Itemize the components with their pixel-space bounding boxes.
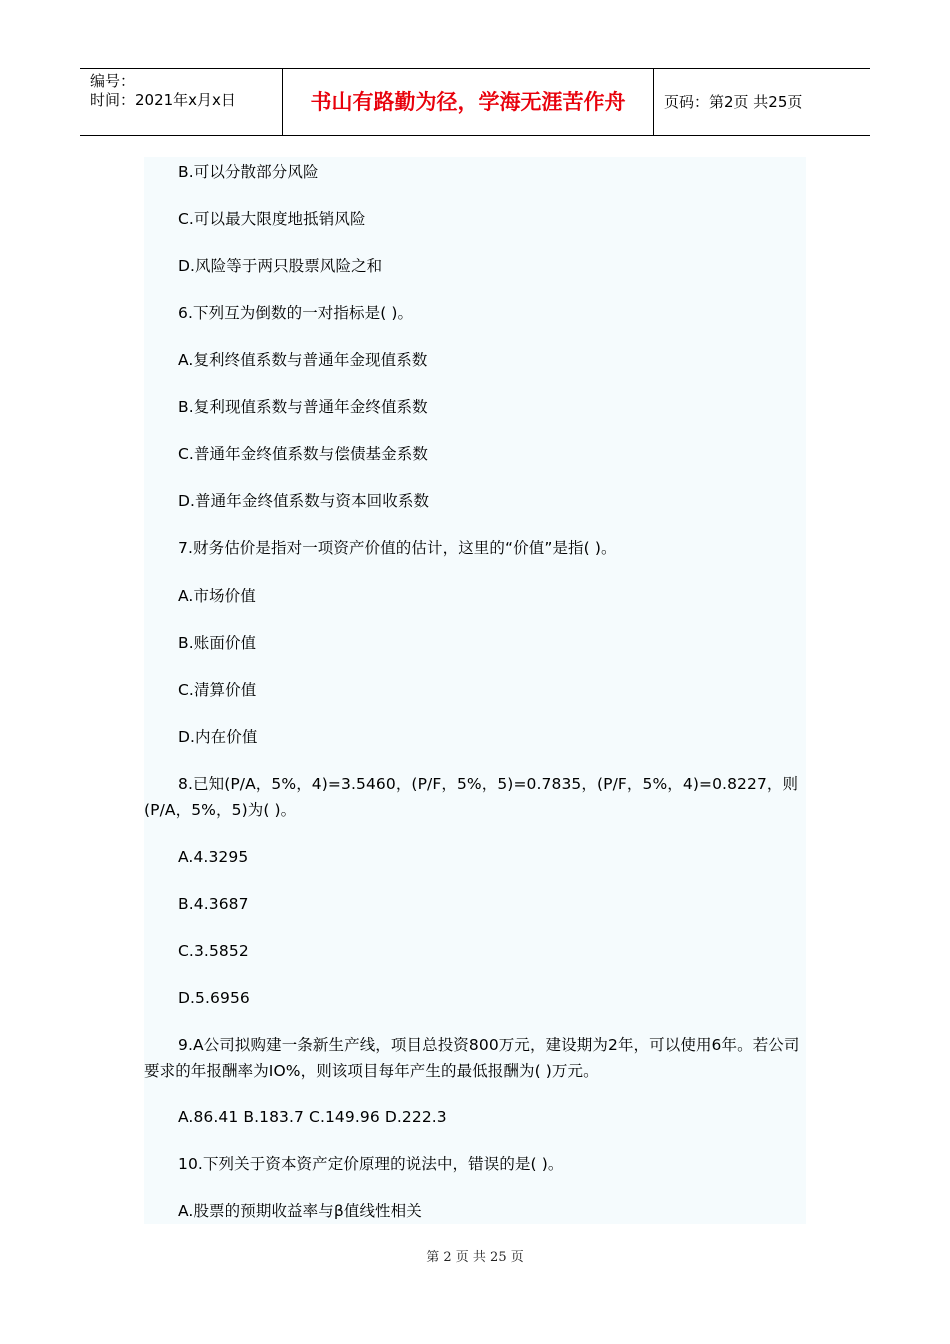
paragraph: B.4.3687 xyxy=(178,895,249,913)
paragraph: 6.下列互为倒数的一对指标是( )。 xyxy=(178,304,414,322)
paragraph: C.普通年金终值系数与偿债基金系数 xyxy=(178,445,428,463)
header-motto: 书山有路勤为径，学海无涯苦作舟 xyxy=(282,69,654,135)
header-meta xyxy=(80,69,282,135)
paragraph: D.普通年金终值系数与资本回收系数 xyxy=(178,492,430,510)
paragraph: A.市场价值 xyxy=(178,587,256,605)
paragraph: 9.A公司拟购建一条新生产线，项目总投资800万元，建设期为2年，可以使用6年。若公司要求的年报酬率为IO%，则该项目每年产生的最低报酬为( )万元。 xyxy=(144,1036,800,1080)
paragraph: A.复利终值系数与普通年金现值系数 xyxy=(178,351,428,369)
paragraph: B.复利现值系数与普通年金终值系数 xyxy=(178,398,428,416)
paragraph: D.5.6956 xyxy=(178,989,250,1007)
paragraph: 10.下列关于资本资产定价原理的说法中，错误的是( )。 xyxy=(178,1155,564,1173)
paragraph: A.4.3295 xyxy=(178,848,249,866)
paragraph: B.可以分散部分风险 xyxy=(178,163,319,181)
paragraph: A.86.41 B.183.7 C.149.96 D.222.3 xyxy=(178,1108,447,1126)
paragraph: D.风险等于两只股票风险之和 xyxy=(178,257,383,275)
page-footer: 第 2 页 共 25 页 xyxy=(426,1250,524,1265)
paragraph: 7.财务估价是指对一项资产价值的估计，这里的“价值”是指( )。 xyxy=(178,539,617,557)
paragraph: 8.已知(P/A，5%，4)=3.5460，(P/F，5%，5)=0.7835，(P/F，5%，4)=0.8227，则(P/A，5%，5)为( )。 xyxy=(144,775,799,819)
question-content xyxy=(144,157,806,1224)
paragraph: B.账面价值 xyxy=(178,634,257,652)
header-page-code: 页码：第2页 共25页 xyxy=(664,93,803,111)
time-label: 时间：2021年x月x日 xyxy=(90,91,236,109)
paragraph: C.清算价值 xyxy=(178,681,257,699)
paragraph: C.3.5852 xyxy=(178,942,249,960)
page-header xyxy=(80,68,870,136)
paragraph: A.股票的预期收益率与β值线性相关 xyxy=(178,1202,422,1220)
serial-label: 编号： xyxy=(90,72,136,90)
paragraph: C.可以最大限度地抵销风险 xyxy=(178,210,366,228)
paragraph: D.内在价值 xyxy=(178,728,258,746)
